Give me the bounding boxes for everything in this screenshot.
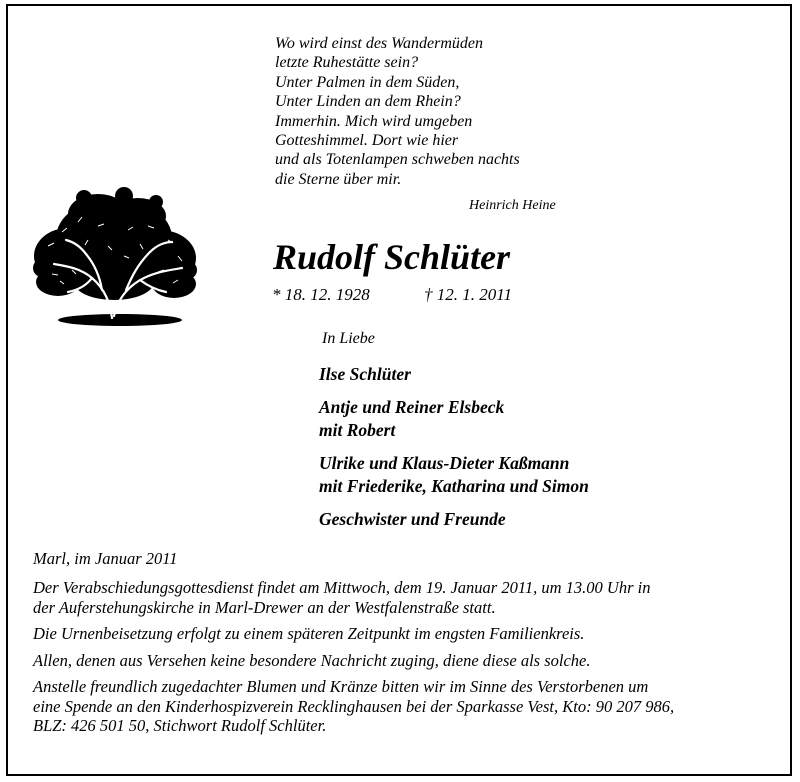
- mourner-line: Ulrike und Klaus-Dieter Kaßmann: [319, 453, 570, 473]
- place-date: Marl, im Januar 2011: [33, 549, 178, 568]
- mourner-group: [319, 396, 589, 442]
- notice-paragraph: [33, 624, 783, 644]
- notice-line: Die Urnenbeisetzung erfolgt zu einem späteren Zeitpunkt im engsten Familienkreis.: [33, 624, 585, 643]
- mourner-line: Antje und Reiner Elsbeck: [319, 397, 505, 417]
- mourner-group: [319, 363, 589, 386]
- mourner-group: [319, 508, 589, 531]
- life-dates: [272, 285, 512, 305]
- notice-paragraph: [33, 578, 783, 617]
- notice-paragraph: [33, 651, 783, 671]
- tree-icon: [28, 186, 200, 334]
- poem-author: Heinrich Heine: [469, 198, 556, 213]
- mourners-list: [319, 363, 589, 541]
- mourner-line: Geschwister und Freunde: [319, 509, 506, 529]
- notice-paragraph: [33, 677, 783, 736]
- notice-line: BLZ: 426 501 50, Stichwort Rudolf Schlüter.: [33, 716, 327, 735]
- poem-line: Unter Palmen in dem Süden,: [275, 73, 460, 91]
- mourner-group: [319, 452, 589, 498]
- poem-line: Wo wird einst des Wandermüden: [275, 35, 483, 52]
- notice-line: eine Spende an den Kinderhospizverein Recklinghausen bei der Sparkasse Vest, Kto: 90 207 986,: [33, 696, 675, 716]
- notice-line: Allen, denen aus Versehen keine besondere Nachricht zuging, diene diese als solche.: [33, 650, 591, 670]
- mourner-line: Ilse Schlüter: [319, 364, 411, 384]
- mourner-line: mit Robert: [319, 420, 396, 440]
- notices: [33, 578, 783, 743]
- poem-line: Immerhin. Mich wird umgeben: [275, 112, 473, 130]
- poem-line: letzte Ruhestätte sein?: [275, 54, 419, 72]
- notice-line: Anstelle freundlich zugedachter Blumen und Kränze bitten wir im Sinne des Verstorbenen um: [33, 677, 649, 696]
- deceased-name: Rudolf Schlüter: [273, 237, 511, 277]
- notice-line: der Auferstehungskirche in Marl-Drewer an der Westfalenstraße statt.: [33, 597, 496, 617]
- poem-line: Unter Linden an dem Rhein?: [275, 93, 461, 111]
- poem: [275, 34, 520, 189]
- notice-line: Der Verabschiedungsgottesdienst findet am Mittwoch, dem 19. Januar 2011, um 13.00 Uhr in: [33, 578, 651, 597]
- mourner-line: mit Friederike, Katharina und Simon: [319, 476, 589, 496]
- poem-line: und als Totenlampen schweben nachts: [275, 151, 520, 169]
- poem-line: die Sterne über mir.: [275, 170, 402, 188]
- mourners-intro: In Liebe: [322, 330, 375, 347]
- poem-line: Gotteshimmel. Dort wie hier: [275, 132, 459, 150]
- death-date: † 12. 1. 2011: [424, 285, 512, 304]
- birth-date: * 18. 12. 1928: [272, 285, 370, 304]
